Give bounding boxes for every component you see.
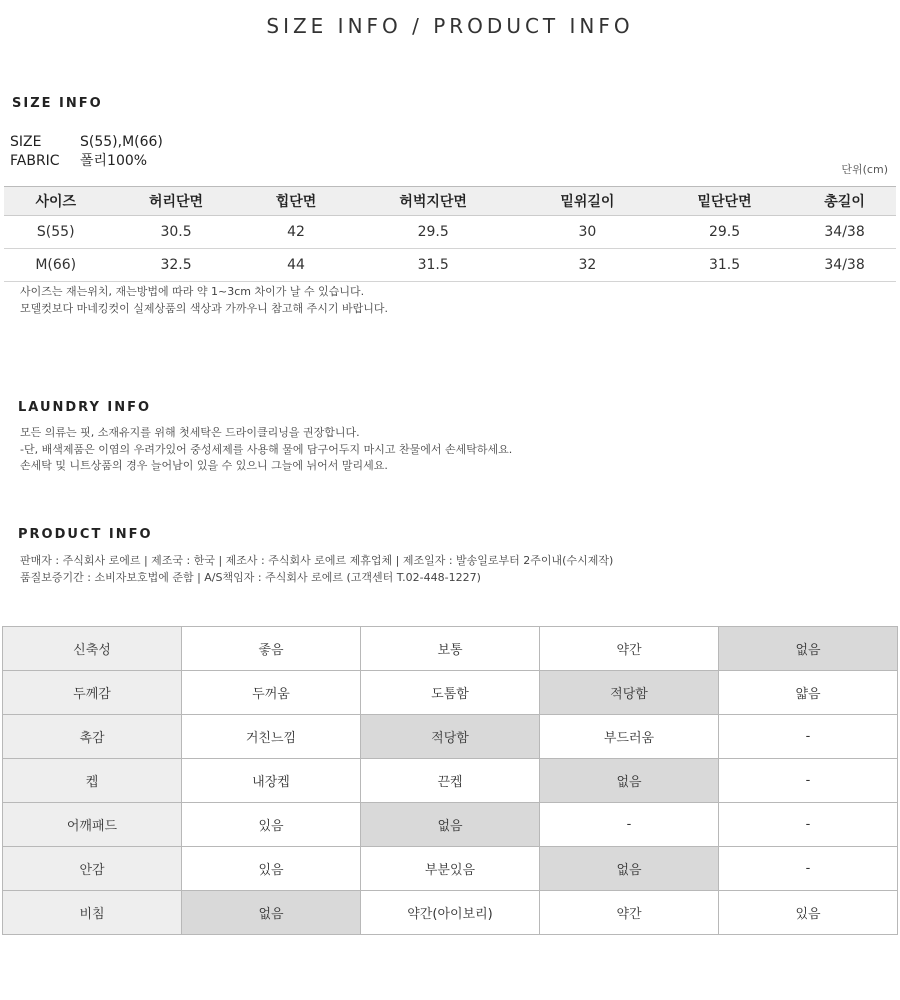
attribute-option-selected: 없음 (719, 627, 898, 671)
attribute-option: 내장켑 (182, 759, 361, 803)
attribute-option-selected: 적당함 (540, 671, 719, 715)
attribute-label: 신축성 (3, 627, 182, 671)
unit-label: 단위(cm) (841, 163, 888, 176)
attribute-row (3, 627, 898, 671)
attribute-option: 도톰함 (361, 671, 540, 715)
size-value: S(55),M(66) (80, 134, 163, 150)
attribute-option: - (719, 847, 898, 891)
laundry-line: 손세탁 및 니트상품의 경우 늘어남이 있을 수 있으니 그늘에 뉘어서 말리세요. (20, 459, 388, 472)
table-cell: 44 (245, 249, 348, 282)
attribute-option: - (719, 759, 898, 803)
table-cell: 30.5 (107, 216, 244, 249)
attribute-option: 있음 (182, 847, 361, 891)
laundry-line: 모든 의류는 핏, 소재유지를 위해 첫세탁은 드라이클리닝을 권장합니다. (20, 426, 360, 439)
attribute-table (2, 626, 898, 935)
table-cell: 29.5 (656, 216, 793, 249)
laundry-info-heading: LAUNDRY INFO (18, 400, 152, 415)
table-cell: 31.5 (347, 249, 518, 282)
attribute-option: 거친느낌 (182, 715, 361, 759)
attribute-option: 두꺼움 (182, 671, 361, 715)
table-cell: M(66) (4, 249, 107, 282)
table-cell: 34/38 (793, 249, 896, 282)
table-row (4, 249, 896, 282)
size-note: 모델컷보다 마네킹컷이 실제상품의 색상과 가까우니 참고해 주시기 바랍니다. (20, 301, 389, 315)
size-note: 사이즈는 재는위치, 재는방법에 따라 약 1~3cm 차이가 날 수 있습니다. (20, 285, 365, 298)
table-cell: 31.5 (656, 249, 793, 282)
size-notes (20, 284, 388, 317)
table-cell: 32.5 (107, 249, 244, 282)
attribute-option: 얇음 (719, 671, 898, 715)
attribute-label: 켑 (3, 759, 182, 803)
attribute-option: 있음 (182, 803, 361, 847)
page-title: SIZE INFO / PRODUCT INFO (266, 14, 634, 38)
header-cell: 밑단단면 (656, 187, 793, 216)
attribute-row (3, 671, 898, 715)
fabric-spec (10, 150, 147, 170)
table-cell: 42 (245, 216, 348, 249)
header-cell: 허벅지단면 (347, 187, 518, 216)
attribute-row (3, 715, 898, 759)
size-table-header (4, 187, 896, 216)
attribute-option: 부분있음 (361, 847, 540, 891)
attribute-option: 부드러움 (540, 715, 719, 759)
attribute-option-selected: 없음 (361, 803, 540, 847)
header-cell: 사이즈 (4, 187, 107, 216)
attribute-label: 안감 (3, 847, 182, 891)
attribute-row (3, 803, 898, 847)
attribute-option: 약간 (540, 891, 719, 935)
table-cell: 34/38 (793, 216, 896, 249)
size-spec (10, 134, 163, 150)
attribute-row (3, 891, 898, 935)
fabric-value: 폴리100% (80, 153, 148, 169)
fabric-key: FABRIC (10, 153, 60, 169)
attribute-row (3, 847, 898, 891)
product-line: 품질보증기간 : 소비자보호법에 준함 | A/S책임자 : 주식회사 로에르 (고객센터 T.02-448-1227) (20, 570, 481, 584)
attribute-option: 약간 (540, 627, 719, 671)
size-info-heading: SIZE INFO (12, 96, 103, 111)
table-cell: S(55) (4, 216, 107, 249)
attribute-option-selected: 적당함 (361, 715, 540, 759)
table-cell: 32 (519, 249, 656, 282)
attribute-label: 촉감 (3, 715, 182, 759)
product-notes (20, 553, 613, 586)
header-cell: 허리단면 (107, 187, 244, 216)
laundry-line: -단, 배색제품은 이염의 우려가있어 중성세제를 사용해 물에 담구어두지 마시고 찬물에서 손세탁하세요. (20, 442, 513, 456)
attribute-option: - (719, 803, 898, 847)
table-cell: 29.5 (347, 216, 518, 249)
attribute-option-selected: 없음 (182, 891, 361, 935)
attribute-option: 끈켑 (361, 759, 540, 803)
table-row (4, 216, 896, 249)
attribute-option: 약간(아이보리) (361, 891, 540, 935)
attribute-option: - (719, 715, 898, 759)
header-cell: 밑위길이 (519, 187, 656, 216)
attribute-option: 보통 (361, 627, 540, 671)
attribute-label: 비침 (3, 891, 182, 935)
laundry-notes (20, 425, 512, 475)
header-cell: 총길이 (793, 187, 896, 216)
product-line: 판매자 : 주식회사 로에르 | 제조국 : 한국 | 제조사 : 주식회사 로에르 제휴업체 | 제조일자 : 발송일로부터 2주이내(수시제작) (20, 554, 614, 567)
attribute-option: 좋음 (182, 627, 361, 671)
attribute-option-selected: 없음 (540, 759, 719, 803)
table-cell: 30 (519, 216, 656, 249)
product-info-heading: PRODUCT INFO (18, 527, 153, 542)
size-table (4, 186, 896, 282)
attribute-option-selected: 없음 (540, 847, 719, 891)
attribute-row (3, 759, 898, 803)
attribute-label: 어깨패드 (3, 803, 182, 847)
attribute-option: 있음 (719, 891, 898, 935)
size-key: SIZE (10, 134, 42, 150)
attribute-option: - (540, 803, 719, 847)
attribute-label: 두께감 (3, 671, 182, 715)
header-cell: 힙단면 (245, 187, 348, 216)
